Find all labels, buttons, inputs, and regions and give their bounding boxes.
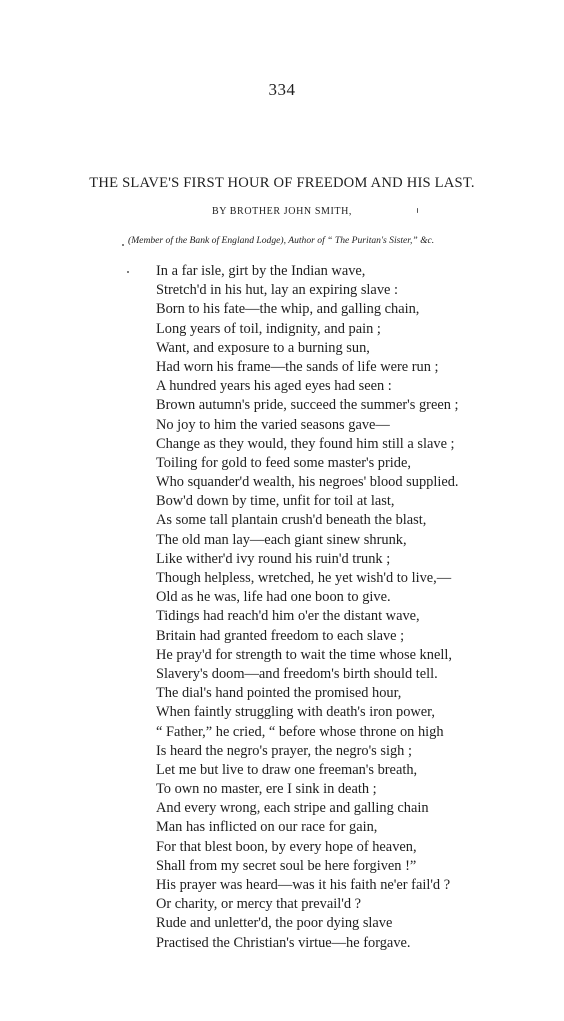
poem-line: The old man lay—each giant sinew shrunk, <box>156 531 407 548</box>
poem-line: And every wrong, each stripe and galling chain <box>156 800 429 817</box>
poem-line: Toiling for gold to feed some master's pride, <box>156 454 411 471</box>
poem-line: His prayer was heard—was it his faith ne'er fail'd ? <box>156 877 451 893</box>
poem-line: For that blest boon, by every hope of heaven, <box>156 838 417 855</box>
print-speck <box>417 208 418 213</box>
poem-line: Who squander'd wealth, his negroes' blood supplied. <box>156 474 459 491</box>
page-number: 334 <box>268 80 296 99</box>
poem-line: Though helpless, wretched, he yet wish'd to live,— <box>156 570 452 586</box>
poem-line: Old as he was, life had one boon to give. <box>156 589 391 606</box>
poem-line: A hundred years his aged eyes had seen : <box>156 378 392 395</box>
poem-line: Slavery's doom—and freedom's birth should tell. <box>156 665 438 682</box>
poem-body <box>156 262 556 953</box>
poem-line: Long years of toil, indignity, and pain ; <box>156 320 381 337</box>
print-speck <box>122 244 124 246</box>
poem-line: Brown autumn's pride, succeed the summer's green ; <box>156 397 459 414</box>
poem-line: When faintly struggling with death's iron power, <box>156 704 435 721</box>
author-affiliation: (Member of the Bank of England Lodge), Author of “ The Puritan's Sister,” &c. <box>128 235 435 246</box>
poem-line: “ Father,” he cried, “ before whose throne on high <box>156 723 444 740</box>
poem-line: Want, and exposure to a burning sun, <box>156 339 370 356</box>
poem-line: Or charity, or mercy that prevail'd ? <box>156 896 362 913</box>
poem-line: Let me but live to draw one freeman's breath, <box>156 761 418 778</box>
poem-line: Tidings had reach'd him o'er the distant wave, <box>156 608 420 625</box>
poem-line: Stretch'd in his hut, lay an expiring slave : <box>156 282 398 299</box>
print-speck <box>127 271 129 273</box>
poem-line: Born to his fate—the whip, and galling chain, <box>156 301 420 318</box>
poem-line: Change as they would, they found him still a slave ; <box>156 435 455 452</box>
poem-line: Like wither'd ivy round his ruin'd trunk ; <box>156 550 391 567</box>
poem-line: Bow'd down by time, unfit for toil at last, <box>156 493 395 510</box>
poem-line: To own no master, ere I sink in death ; <box>156 781 377 798</box>
poem-line: Is heard the negro's prayer, the negro's sigh ; <box>156 742 412 759</box>
poem-line: The dial's hand pointed the promised hour, <box>156 685 402 702</box>
poem-line: As some tall plantain crush'd beneath the blast, <box>156 512 427 529</box>
poem-line: Man has inflicted on our race for gain, <box>156 819 378 836</box>
poem-line: Britain had granted freedom to each slave ; <box>156 627 405 644</box>
poem-line: No joy to him the varied seasons gave— <box>156 416 390 433</box>
poem-line: Shall from my secret soul be here forgiven !” <box>156 857 417 874</box>
poem-line: Had worn his frame—the sands of life were run ; <box>156 358 439 375</box>
poem-line: Rude and unletter'd, the poor dying slave <box>156 915 393 932</box>
poem-line: In a far isle, girt by the Indian wave, <box>156 263 366 279</box>
poem-line: Practised the Christian's virtue—he forgave. <box>156 934 411 951</box>
poem-line: He pray'd for strength to wait the time whose knell, <box>156 646 452 663</box>
author-byline: BY BROTHER JOHN SMITH, <box>211 206 353 217</box>
poem-title: THE SLAVE'S FIRST HOUR OF FREEDOM AND HIS LAST. <box>89 175 475 191</box>
